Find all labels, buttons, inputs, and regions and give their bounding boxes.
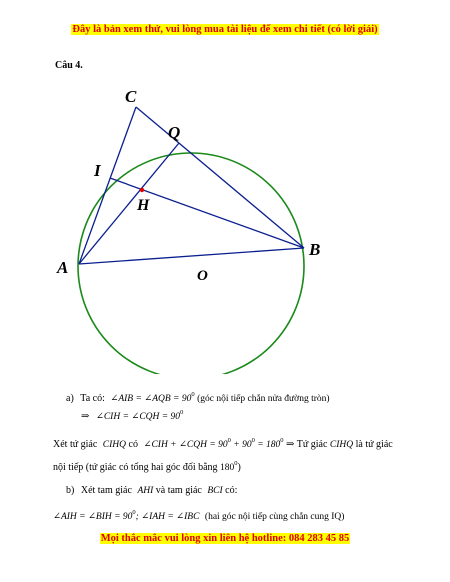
label-b: B — [309, 240, 321, 259]
consider-has: có — [128, 439, 138, 450]
label-q: Q — [168, 123, 181, 142]
eq3-mid: ; ∠IAH = ∠IBC — [135, 512, 200, 522]
sum-eq: ∠CIH + ∠CQH = 90 — [143, 440, 228, 450]
consider-prefix: Xét tứ giác — [53, 439, 98, 450]
part-a-eq1-sup: 0 — [191, 391, 195, 398]
sum-eq-sup2: 0 — [251, 437, 255, 444]
eq3-sup: 0 — [132, 509, 136, 516]
consider-line — [53, 437, 393, 450]
eq3-reason: (hai góc nội tiếp cùng chắn cung IQ) — [204, 512, 345, 522]
label-o: O — [197, 268, 208, 284]
part-a-eq1: ∠AIB = ∠AQB = 90 — [110, 394, 192, 404]
part-a-eq2: ∠CIH = ∠CQH = 90 — [95, 412, 181, 422]
tri1: AHI — [137, 486, 154, 496]
consider-line2 — [53, 460, 241, 473]
line2-sup: 0 — [234, 460, 238, 467]
part-a-intro: Ta có: — [80, 393, 105, 404]
eq3-line — [53, 509, 344, 522]
sum-arrow: ⇒ — [286, 439, 295, 450]
bottom-banner-text: Mọi thắc mắc vui lòng xin liên hệ hotline: 084 283 45 85 — [100, 533, 350, 544]
part-a-label: a) — [66, 393, 74, 404]
part-b-text: Xét tam giác — [80, 485, 132, 496]
line2-value: 180 — [220, 463, 235, 473]
part-b-has: có: — [225, 485, 238, 496]
label-c: C — [125, 87, 137, 106]
bottom-banner — [0, 533, 450, 544]
part-a-line2 — [81, 409, 183, 422]
sum-eq-end: = 180 — [254, 440, 281, 450]
label-i: I — [94, 161, 101, 180]
circle-o — [78, 153, 304, 374]
segment-cb — [136, 107, 304, 248]
sum-eq-sup3: 0 — [280, 437, 284, 444]
part-b-and: và tam giác — [155, 485, 202, 496]
segment-ac — [79, 107, 136, 264]
sum-eq-sup1: 0 — [227, 437, 231, 444]
conclusion-prefix: Tứ giác — [296, 439, 328, 450]
part-a-arrow: ⇒ — [81, 411, 90, 422]
part-a-reason: (góc nội tiếp chắn nửa đường tròn) — [197, 394, 330, 404]
top-banner-text: Đây là bản xem thử, vui lòng mua tài liệu để xem chi tiết (có lời giải) — [72, 24, 378, 35]
conclusion-suffix: là tứ giác — [355, 439, 393, 450]
part-b-label: b) — [66, 485, 75, 496]
part-a-line1 — [66, 391, 330, 404]
part-a-eq2-sup: 0 — [180, 409, 184, 416]
eq3: ∠AIH = ∠BIH = 90 — [53, 512, 133, 522]
tri2: BCI — [207, 486, 223, 496]
line2-close: ) — [237, 462, 241, 473]
sum-eq-mid: + 90 — [230, 440, 252, 450]
point-h-dot — [140, 188, 144, 192]
part-b-line — [66, 485, 237, 496]
conclusion-quad: CIHQ — [329, 440, 354, 450]
quad-name: CIHQ — [102, 440, 127, 450]
label-h: H — [137, 197, 150, 214]
segment-ab — [79, 248, 304, 264]
top-banner — [0, 24, 450, 35]
label-a: A — [57, 258, 69, 277]
line2-text: nội tiếp (tứ giác có tổng hai góc đối bằng — [53, 462, 218, 473]
question-label: Câu 4. — [55, 60, 83, 71]
geometry-figure — [48, 74, 338, 374]
